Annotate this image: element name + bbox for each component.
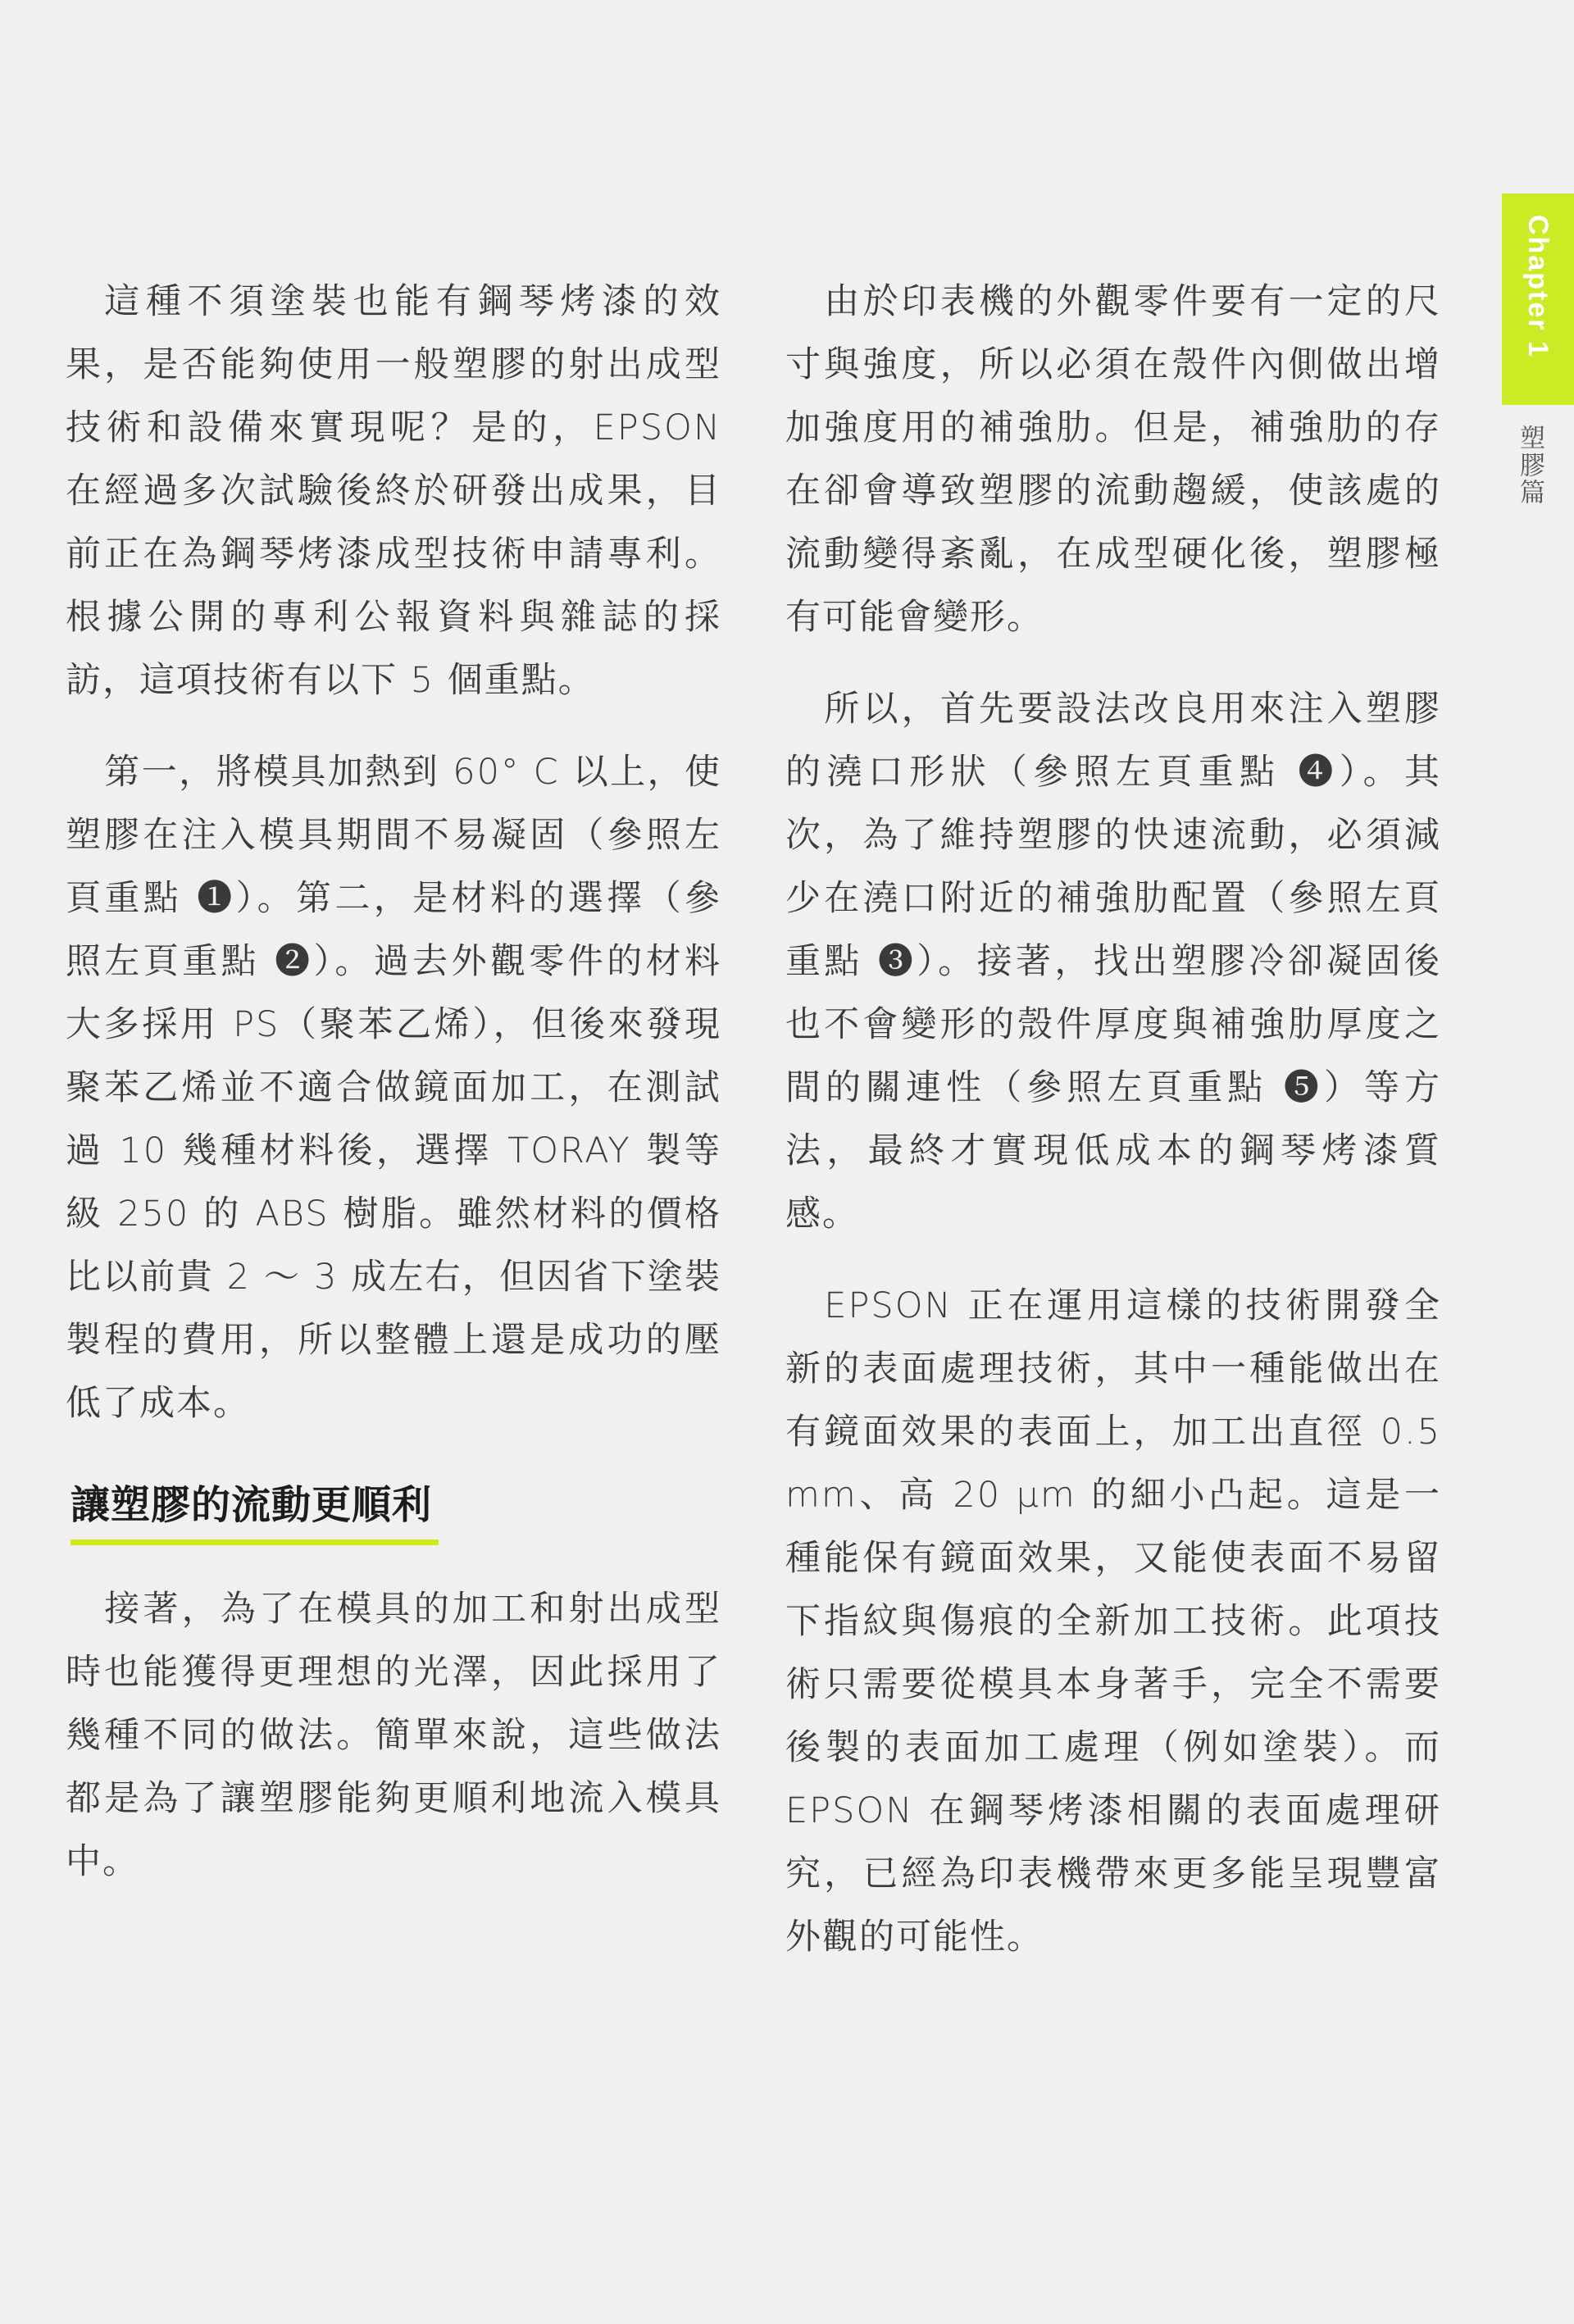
section-heading: 讓塑膠的流動更順利 <box>71 1473 439 1545</box>
left-column <box>66 271 721 1894</box>
left-paragraph-1: 這種不須塗裝也能有鋼琴烤漆的效果，是否能夠使用一般塑膠的射出成型技術和設備來實現呢？是的，EPSON 在經過多次試驗後終於研發出成果，目前正在為鋼琴烤漆成型技術申請專利。根據公開的專利公報資料與雜誌的採訪，這項技術有以下 5 個重點。 <box>66 281 721 701</box>
right-column <box>785 271 1441 1969</box>
chapter-tab <box>1502 193 1574 405</box>
section-label: 塑膠篇 <box>1515 425 1544 506</box>
right-paragraph-1: 由於印表機的外觀零件要有一定的尺寸與強度，所以必須在殼件內側做出增加強度用的補強肋。但是，補強肋的存在卻會導致塑膠的流動趨緩，使該處的流動變得紊亂，在成型硬化後，塑膠極有可能會變形。 <box>785 281 1441 638</box>
right-paragraph-2: 所以，首先要設法改良用來注入塑膠的澆口形狀（參照左頁重點 ❹）。其次，為了維持塑膠的快速流動，必須減少在澆口附近的補強肋配置（參照左頁重點 ❸）。接著，找出塑膠冷卻凝固後也不會變形的殼件厚度與補強肋厚度之間的關連性（參照左頁重點 ❺）等方法，最終才實現低成本的鋼琴烤漆質感。 <box>785 689 1441 1235</box>
left-paragraph-2: 第一，將模具加熱到 60° C 以上，使塑膠在注入模具期間不易凝固（參照左頁重點 ❶）。第二，是材料的選擇（參照左頁重點 ❷）。過去外觀零件的材料大多採用 PS（聚苯乙烯），但後來發現聚苯乙烯並不適合做鏡面加工，在測試過 10 幾種材料後，選擇 TORAY 製等級 250 的 ABS 樹脂。雖然材料的價格比以前貴 2 ～ 3 成左右，但因省下塗裝製程的費用，所以整體上還是成功的壓低了成本。 <box>66 752 721 1424</box>
left-paragraph-3: 接著，為了在模具的加工和射出成型時也能獲得更理想的光澤，因此採用了幾種不同的做法。簡單來說，這些做法都是為了讓塑膠能夠更順利地流入模具中。 <box>66 1589 721 1882</box>
right-paragraph-3: EPSON 正在運用這樣的技術開發全新的表面處理技術，其中一種能做出在有鏡面效果的表面上，加工出直徑 0.5 mm、高 20 μm 的細小凸起。這是一種能保有鏡面效果，又能使表面不易留下指紋與傷痕的全新加工技術。此項技術只需要從模具本身著手，完全不需要後製的表面加工處理（例如塗裝）。而 EPSON 在鋼琴烤漆相關的表面處理研究，已經為印表機帶來更多能呈現豐富外觀的可能性。 <box>785 1285 1441 1958</box>
chapter-tab-label: Chapter 1 <box>1522 215 1554 358</box>
